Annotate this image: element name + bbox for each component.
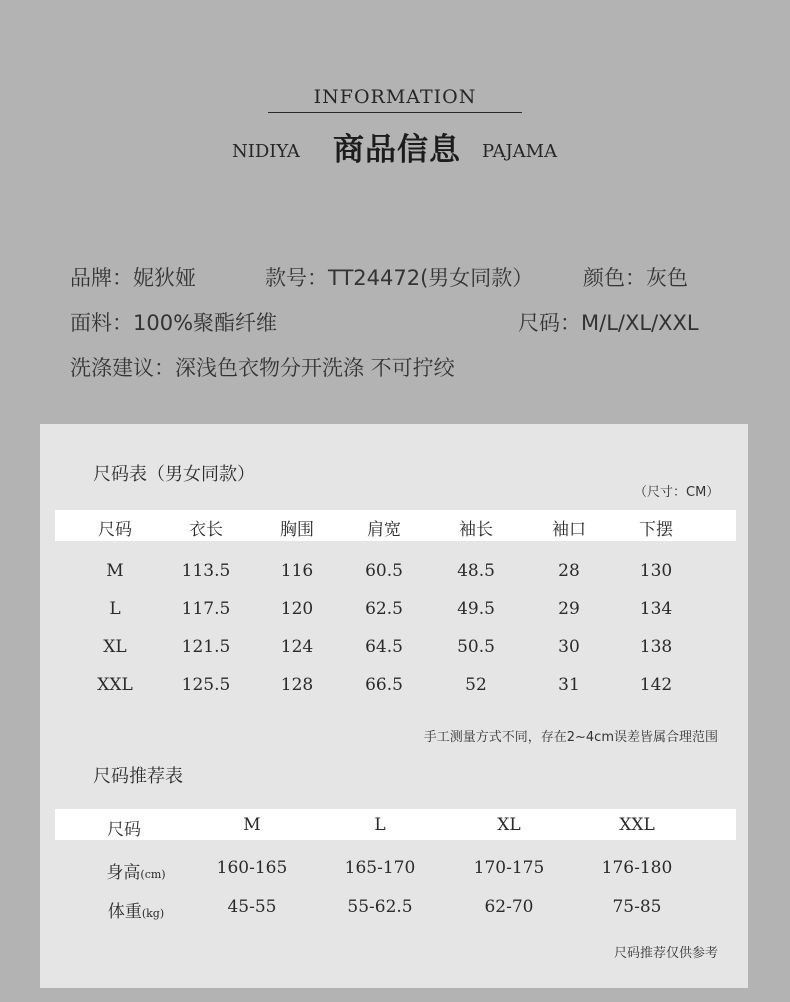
size-row-xxl-chest: 128 [280,675,314,695]
size-row-xxl-size: XXL [97,675,133,695]
size-row-m-length: 113.5 [181,561,231,581]
size-row-xxl-sleeve: 52 [465,675,487,695]
size-row-xl-chest: 124 [280,637,314,657]
brand-name-en: NIDIYA [232,141,300,162]
title-underline [268,112,522,113]
recommend-header-xl: XL [497,815,521,835]
height-unit: (cm) [140,868,166,881]
spec-model: 款号：TT24472(男女同款） [265,266,534,290]
size-row-xxl-cuff: 31 [558,675,580,695]
recommend-note: 尺码推荐仅供参考 [613,946,718,961]
size-header-cuff: 袖口 [552,520,586,540]
recommend-header-m: M [243,815,261,835]
size-row-l-size: L [109,599,121,619]
height-m: 160-165 [216,858,288,878]
size-row-l-sleeve: 49.5 [457,599,495,619]
size-table-title: 尺码表（男女同款） [93,464,255,485]
height-label-text: 身高 [106,863,141,883]
size-header-chest: 胸围 [280,520,314,540]
height-xxl: 176-180 [601,858,673,878]
recommend-header-l: L [374,815,386,835]
weight-xxl: 75-85 [612,897,662,917]
weight-label [81,897,191,922]
weight-label-text: 体重 [107,902,142,922]
size-row-xl-sleeve: 50.5 [457,637,495,657]
size-row-xxl-length: 125.5 [181,675,231,695]
weight-l: 55-62.5 [347,897,413,917]
spec-fabric: 面料：100%聚酯纤维 [70,311,278,335]
size-row-m-chest: 116 [280,561,314,581]
weight-m: 45-55 [227,897,277,917]
size-row-l-hem: 134 [639,599,673,619]
size-row-m-hem: 130 [639,561,673,581]
size-row-xl-cuff: 30 [558,637,580,657]
spec-sizes: 尺码：M/L/XL/XXL [518,311,699,335]
size-header-sleeve: 袖长 [459,520,493,540]
height-label [81,858,191,883]
product-info-heading: 商品信息 [333,132,461,168]
size-row-m-cuff: 28 [558,561,580,581]
size-header-size: 尺码 [98,520,132,540]
info-title: INFORMATION [313,86,477,108]
category-name-en: PAJAMA [482,141,558,162]
size-table-unit: （尺寸：CM） [634,485,720,500]
size-row-l-shoulder: 62.5 [365,599,403,619]
height-xl: 170-175 [473,858,545,878]
size-row-l-length: 117.5 [181,599,231,619]
size-row-m-sleeve: 48.5 [457,561,495,581]
spec-wash: 洗涤建议：深浅色衣物分开洗涤 不可拧绞 [70,356,455,380]
size-row-m-shoulder: 60.5 [365,561,403,581]
size-header-length: 衣长 [189,520,223,540]
size-row-m-size: M [106,561,124,581]
size-header-hem: 下摆 [639,520,673,540]
spec-brand: 品牌：妮狄娅 [70,266,196,290]
size-row-xl-size: XL [103,637,127,657]
measurement-note: 手工测量方式不同，存在2~4cm误差皆属合理范围 [423,730,718,745]
size-row-xl-length: 121.5 [181,637,231,657]
size-header-shoulder: 肩宽 [367,520,401,540]
weight-xl: 62-70 [484,897,534,917]
size-row-xxl-hem: 142 [639,675,673,695]
weight-unit: (kg) [141,907,165,920]
size-row-xl-shoulder: 64.5 [365,637,403,657]
recommend-header-size: 尺码 [107,820,141,840]
recommend-header-xxl: XXL [619,815,655,835]
size-row-l-chest: 120 [280,599,314,619]
size-row-xxl-shoulder: 66.5 [365,675,403,695]
recommend-table-title: 尺码推荐表 [93,766,183,787]
height-l: 165-170 [344,858,416,878]
size-row-xl-hem: 138 [639,637,673,657]
spec-color: 颜色：灰色 [583,266,688,290]
size-row-l-cuff: 29 [558,599,580,619]
